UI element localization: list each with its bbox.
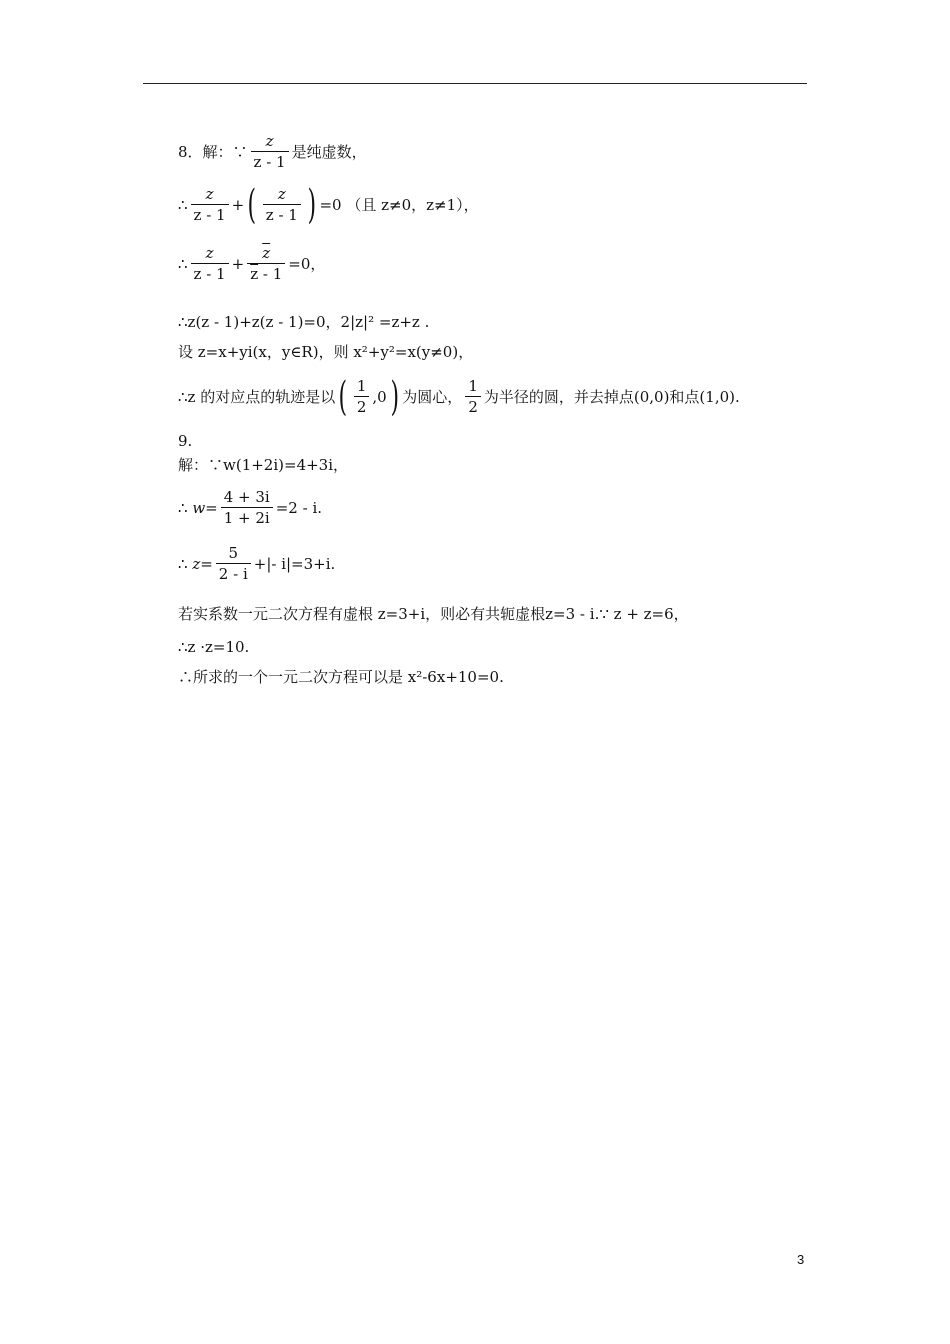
fraction: $\frac{z}{z - 1}$ xyxy=(191,184,229,225)
q8-line6 xyxy=(178,373,740,420)
paren-group: ( $\frac{z}{z - 1}$ ) xyxy=(247,181,316,228)
q8-line1-tail: 是纯虚数， xyxy=(291,142,367,161)
q9-line6: ∴所求的一个一元二次方程可以是 x²-6x+10=0. xyxy=(178,668,504,686)
fraction: $\frac{1}{2}$ xyxy=(465,376,481,417)
fraction: $\frac{4 + 3i}{1 + 2i}$ xyxy=(221,487,273,528)
fraction: $\frac{z}{z - 1}$ xyxy=(191,243,229,284)
q9-line3-tail: +|- i|=3+i. xyxy=(253,554,336,573)
fraction: $\frac{1}{2}$ xyxy=(354,376,370,417)
q8-line2-tail: =0 （且 z≠0，z≠1）， xyxy=(319,195,479,214)
paren-group: ( $\frac{1}{2}$ ,0 ) xyxy=(338,373,399,420)
page-number: 3 xyxy=(797,1252,805,1267)
q9-line4: 若实系数一元二次方程有虚根 z=3+i，则必有共轭虚根z=3 - i.∵ z + z=6， xyxy=(178,605,689,623)
header-rule xyxy=(143,83,807,84)
q8-line6-text-c: 为半径的圆，并去掉点(0,0)和点(1,0). xyxy=(483,387,740,406)
q8-line2: ∴ $\frac{z}{z - 1}$ + ( $\frac{z}{z - 1}$ ) =0 （且 z≠0，z≠1）， xyxy=(178,181,479,228)
fraction: $\frac{z}{z - 1}$ xyxy=(251,131,289,172)
q9-line5: ∴z ·z=10. xyxy=(178,638,250,656)
q8-line3: ∴ $\frac{z}{z - 1}$ + $\frac{\overline{z}}{\overline{z} - 1}$ =0， xyxy=(178,244,326,283)
q8-line3-tail: =0， xyxy=(288,254,326,273)
q8-line5: 设 z=x+yi(x，y∈R)，则 x²+y²=x(y≠0)， xyxy=(178,343,474,361)
q8-label: 8．解：∵ xyxy=(178,142,248,161)
q9-line2: ∴ w= $\frac{4 + 3i}{1 + 2i}$ =2 - i. xyxy=(178,488,323,527)
fraction-conjugate: $\frac{\overline{z}}{\overline{z} - 1}$ xyxy=(247,243,285,284)
q8-line4: ∴z(z - 1)+z(z - 1)=0，2|z|² =z+z . xyxy=(178,313,430,331)
q9-label: 9. xyxy=(178,432,193,450)
fraction: $\frac{z}{z - 1}$ xyxy=(263,184,301,225)
q9-line1: 解：∵w(1+2i)=4+3i， xyxy=(178,456,349,474)
fraction: $\frac{5}{2 - i}$ xyxy=(216,543,251,584)
q8-line6-text-b: 为圆心， xyxy=(402,387,463,406)
q9-line2-tail: =2 - i. xyxy=(275,498,323,517)
q8-line1 xyxy=(178,131,367,172)
q8-line6-text-a: ∴z 的对应点的轨迹是以 xyxy=(178,387,336,406)
q9-line3: ∴ z= $\frac{5}{2 - i}$ +|- i|=3+i. xyxy=(178,544,336,583)
